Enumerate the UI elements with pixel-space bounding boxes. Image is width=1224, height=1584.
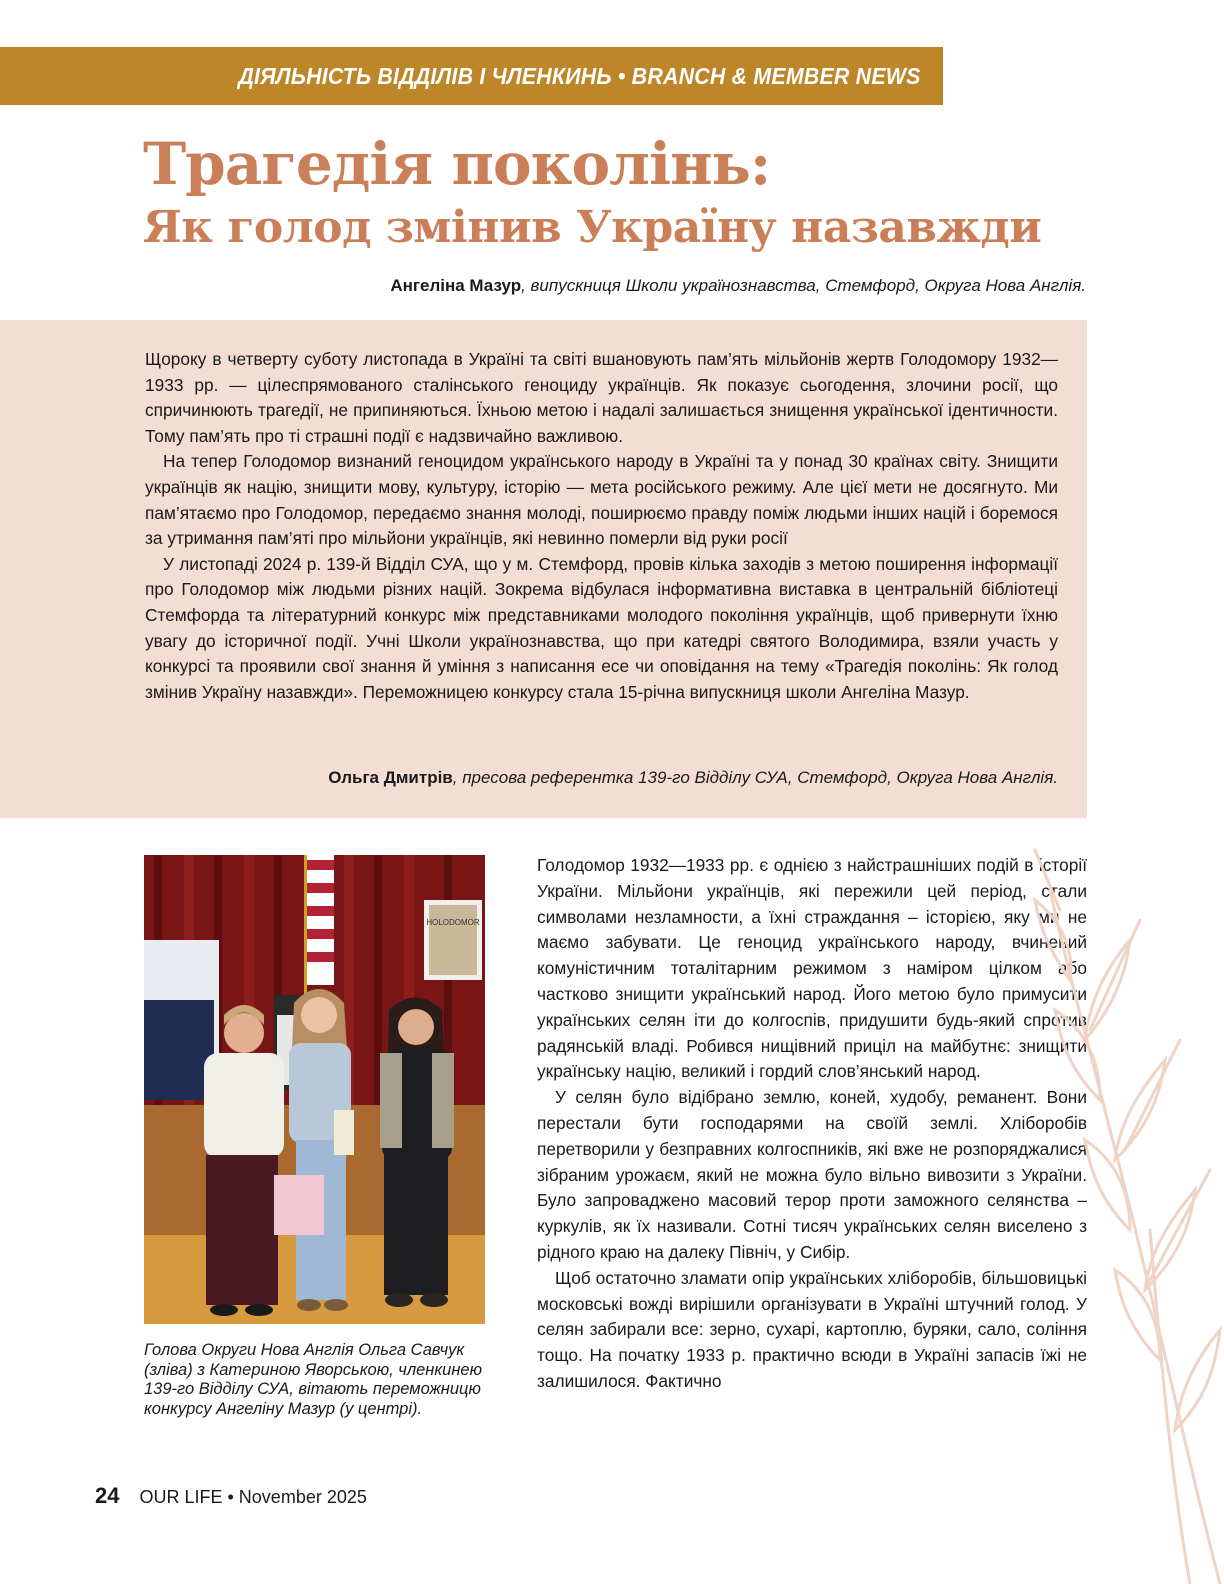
- intro-signature: [328, 768, 1058, 788]
- us-flag-icon: [304, 855, 334, 1005]
- page-number: 24: [95, 1483, 120, 1508]
- article-title: [143, 128, 1103, 256]
- title-line-2: Як голод змінив Україну назавжди: [143, 202, 1042, 253]
- body-paragraph: Голодомор 1932—1933 рр. є однією з найстрашніших подій в історії України. Мільйони українців, які пережили цей період, стали символами незламности, а їхні страждання – історією, яку ми не маємо забувати. Це геноцид українського народу, вчинений комуністичним тоталітарним режимом з наміром цілком або частково знищити український народ. Його метою було примусити українських селян іти до колгоспів, придушити будь-який спротив радянській владі. Робився нищівний приціл на майбутнє: знищити українську націю, великий і гордий слов’янський народ.: [537, 855, 1087, 1082]
- body-paragraph: Щоб остаточно зламати опір українських хліборобів, більшовицькі московські вожді вирішили організувати в Україні штучний голод. У селян забирали все: зерно, сухарі, картоплю, буряки, сало, соління тощо. На початку 1933 р. практично всюди в Україні запасів їжі не залишилося. Фактично: [537, 1267, 1087, 1391]
- wheat-decoration-icon: [1030, 830, 1224, 1584]
- body-paragraph: У селян було відібрано землю, коней, худобу, реманент. Вони перестали бути господарями на своїй землі. Хліборобів перетворили у безправних колгоспників, які вже не розпоряджалися зібраним урожаєм, який не можна було вільно вивозити з України. Було запроваджено масовий терор проти заможного селянства – куркулів, як їх називали. Сотні тисяч українських селян виселено з рідного краю на далеку Північ, у Сибір.: [537, 1087, 1087, 1262]
- section-label: ДІЯЛЬНІСТЬ ВІДДІЛІВ І ЧЛЕНКИНЬ • BRANCH & MEMBER NEWS: [238, 62, 921, 89]
- article-body: [537, 853, 1087, 1395]
- poster-text: HOLODOMOR: [426, 918, 480, 927]
- intro-text: [145, 347, 1058, 705]
- person-right: [380, 998, 454, 1308]
- intro-paragraph: На тепер Голодомор визнаний геноцидом українського народу в Україні та у понад 30 країнах світу. Знищити українців як націю, знищити мову, культуру, історію — мета російського режиму. Але цієї мети не досягнуто. Ми пам’ятаємо про Голодомор, передаємо знання молоді, поширюємо правду поміж людьми інших націй і боремося за утримання пам’яті про мільйони українців, які невинно померли від руки росії: [145, 451, 1058, 549]
- event-photo: [144, 855, 485, 1324]
- photo-caption: Голова Округи Нова Англія Ольга Савчук (зліва) з Катериною Яворською, членкинею 139-го Відділу СУА, вітають переможницю конкурсу Ангеліну Мазур (у центрі).: [144, 1341, 483, 1418]
- signature-description: , пресова референтка 139-го Відділу СУА, Стемфорд, Округа Нова Англія.: [452, 768, 1058, 787]
- intro-paragraph: Щороку в четверту суботу листопада в Україні та світі вшановують пам’ять мільйонів жертв Голодомору 1932—1933 рр. — цілеспрямованого сталінського геноциду українців. Як показує сьогодення, злочини росії, що спричинюють трагедії, не припиняються. Їхньою метою і надалі залишається знищення української ідентичности. Тому пам’ять про ті страшні події є надзвичайно важливою.: [145, 349, 1058, 446]
- signature-name: Ольга Дмитрів: [328, 768, 453, 787]
- title-line-1: Трагедія поколінь:: [143, 130, 771, 198]
- byline: [390, 276, 1086, 296]
- photo-illustration: [144, 855, 485, 1324]
- author-description: , випускниця Школи українознавства, Стемфорд, Округа Нова Англія.: [521, 276, 1086, 295]
- intro-paragraph: У листопаді 2024 р. 139-й Відділ СУА, що у м. Стемфорд, провів кілька заходів з метою поширення інформації про Голодомор між людьми різних націй. Зокрема відбулася інформативна виставка в центральній бібліотеці Стемфорда та літературний конкурс між представниками молодого покоління українців, щоб привернути їхню увагу до історичної події. Учні Школи українознавства, що при катедрі святого Володимира, взяли участь у конкурсі та проявили свої знання й уміння з написання есе чи оповідання на тему «Трагедія поколінь: Як голод змінив Україну назавжди». Переможницею конкурсу стала 15-річна випускниця школи Ангеліна Мазур.: [145, 553, 1058, 702]
- publication-info: OUR LIFE • November 2025: [139, 1487, 367, 1507]
- author-name: Ангеліна Мазур: [390, 276, 522, 295]
- page-footer: [95, 1483, 367, 1509]
- section-header-bar: [0, 47, 943, 105]
